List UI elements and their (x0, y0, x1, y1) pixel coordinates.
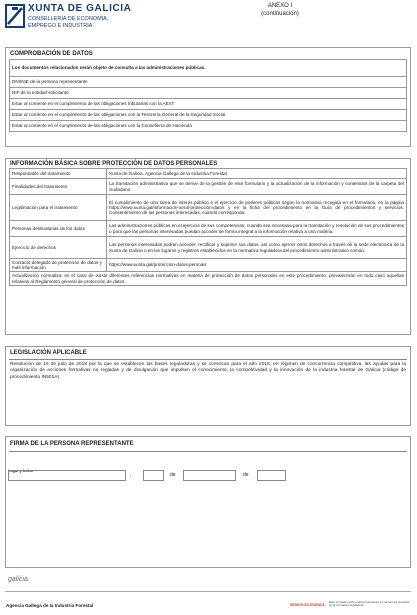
table-row (10, 99, 407, 110)
check-item: Estar al corriente en el cumplimiento de las obligaciones con la Tesorería General de la Seguridad Social (10, 110, 407, 121)
check-item: Estar al corriente en el cumplimiento de las obligaciones con la Consellería de Hacienda (10, 121, 407, 132)
table-row (10, 179, 407, 195)
table-row (10, 110, 407, 121)
check-item: NIF de la entidad solicitante (10, 88, 407, 99)
firma-section (5, 436, 411, 568)
department-line-1: CONSELLERÍA DE ECONOMÍA, (28, 16, 109, 22)
day-field[interactable] (143, 470, 164, 481)
table-row (10, 88, 407, 99)
comprobacion-title: COMPROBACIÓN DE DATOS (10, 51, 93, 57)
divider (9, 359, 407, 360)
table-row (10, 121, 407, 132)
row-label: Contacto delegado de protección de datos y más información (10, 259, 107, 272)
table-row (10, 169, 407, 179)
table-row (10, 272, 407, 286)
table-row (10, 221, 407, 237)
annex-heading (238, 3, 322, 18)
row-label: Finalidades del tratamiento (10, 179, 107, 195)
row-value: Xunta de Galicia. Agencia Gallega de la Industria Forestal. (107, 169, 407, 179)
table-row (10, 259, 407, 272)
row-value: Las administraciones públicas en el ejercicio de sus competencias, cuando sea necesario para la tramitación y resolución de sus procedimientos o para que las personas interesadas puedan acceder de forma integral a la información relativa a una materia. (107, 221, 407, 237)
row-value: Las personas interesadas podrán acceder, rectificar y suprimir sus datos, así como ejercer otros derechos a través de la sede electrónica de la Xunta de Galicia o en los lugares y registros establecidos en la normativa reguladora del procedimiento administrativo común. (107, 237, 407, 259)
row-label: Ejercicio de derechos (10, 237, 107, 259)
de-separator-2: de (243, 472, 249, 478)
table-row (10, 60, 407, 77)
place-date-label: Lugar y fecha (8, 469, 33, 473)
footer-divider (5, 591, 411, 592)
row-label: Legitimación para el tratamiento (10, 195, 107, 221)
sede-electronica-logo: SEDE ELECTRÓNICA (290, 603, 325, 607)
row-label: Personas destinatarias de los datos (10, 221, 107, 237)
comma-separator: , (130, 472, 132, 478)
firma-title: FIRMA DE LA PERSONA REPRESENTANTE (10, 441, 134, 447)
xunta-flag-logo (5, 4, 25, 28)
de-separator-1: de (170, 472, 176, 478)
table-row (10, 77, 407, 88)
check-item: DNI/NIE de la persona representante (10, 77, 407, 88)
legislacion-title: LEGISLACIÓN APLICABLE (10, 350, 87, 356)
comprobacion-note: Los documentos relacionados serán objeto de consulta a las administraciones públicas. (10, 60, 407, 77)
footer-agency: Agencia Gallega de la Industria Forestal (6, 603, 94, 608)
proteccion-title: INFORMACIÓN BÁSICA SOBRE PROTECCIÓN DE DATOS PERSONALES (10, 161, 218, 167)
galicia-logo: galicia (8, 576, 28, 583)
legislacion-section (5, 346, 411, 426)
check-item: Estar al corriente en el cumplimiento de las obligaciones tributarias con la AEAT (10, 99, 407, 110)
table-row (10, 237, 407, 259)
comprobacion-section (5, 47, 411, 147)
department-line-2: EMPREGO E INDUSTRIA (28, 22, 93, 29)
proteccion-table (9, 168, 407, 286)
divider (9, 451, 407, 452)
table-row (10, 195, 407, 221)
legislacion-text: Resolución de 16 de julio de 2018 por la que se establecen las bases reguladoras y se convocan para el año 2018, en régimen de concurrencia competitiva, las ayudas para la organización de acciones formativas no regladas y de divulgación que impulsen el conocimiento, la competitividad y la innovación de la industria forestal de Galicia (código de procedimiento IN501A). (10, 362, 406, 380)
row-value: https://www.xunta.gal/proteccion-datos-persoais (107, 259, 407, 272)
proteccion-section (5, 158, 411, 335)
comprobacion-table (9, 59, 407, 132)
department-name (28, 16, 168, 29)
row-label: Responsable del tratamiento (10, 169, 107, 179)
sede-note: Este formulario solo podrá presentarse en las formas previstas en la normativa reguladora (329, 600, 410, 608)
month-field[interactable] (183, 470, 236, 481)
annex-title: ANEXO I (267, 3, 293, 9)
year-field[interactable] (257, 470, 286, 481)
row-value: La tramitación administrativa que se derive de la gestión de este formulario y la actualización de la información y contenidos de la carpeta del ciudadano. (107, 179, 407, 195)
place-field[interactable] (8, 470, 126, 481)
annex-subtitle: (continuación) (261, 10, 299, 17)
org-name: XUNTA DE GALICIA (28, 3, 132, 14)
update-note: Actualización normativa: en el caso de existir diferentes referencias normativas en materia de protección de datos personales en este procedimiento, prevalecerán en todo caso aquellas relativas al Reglamento general de protección de datos. (10, 272, 407, 286)
row-value: El cumplimiento de una tarea de interés público o el ejercicio de poderes públicos según la normativa recogida en el formulario, en la página https://www.xunta.gal/informacion-xeral-proteccion-datos y en la ficha del procedimiento en la Guía de procedimientos y servicios. Consentimiento de las personas interesadas, cuando corresponda. (107, 195, 407, 221)
